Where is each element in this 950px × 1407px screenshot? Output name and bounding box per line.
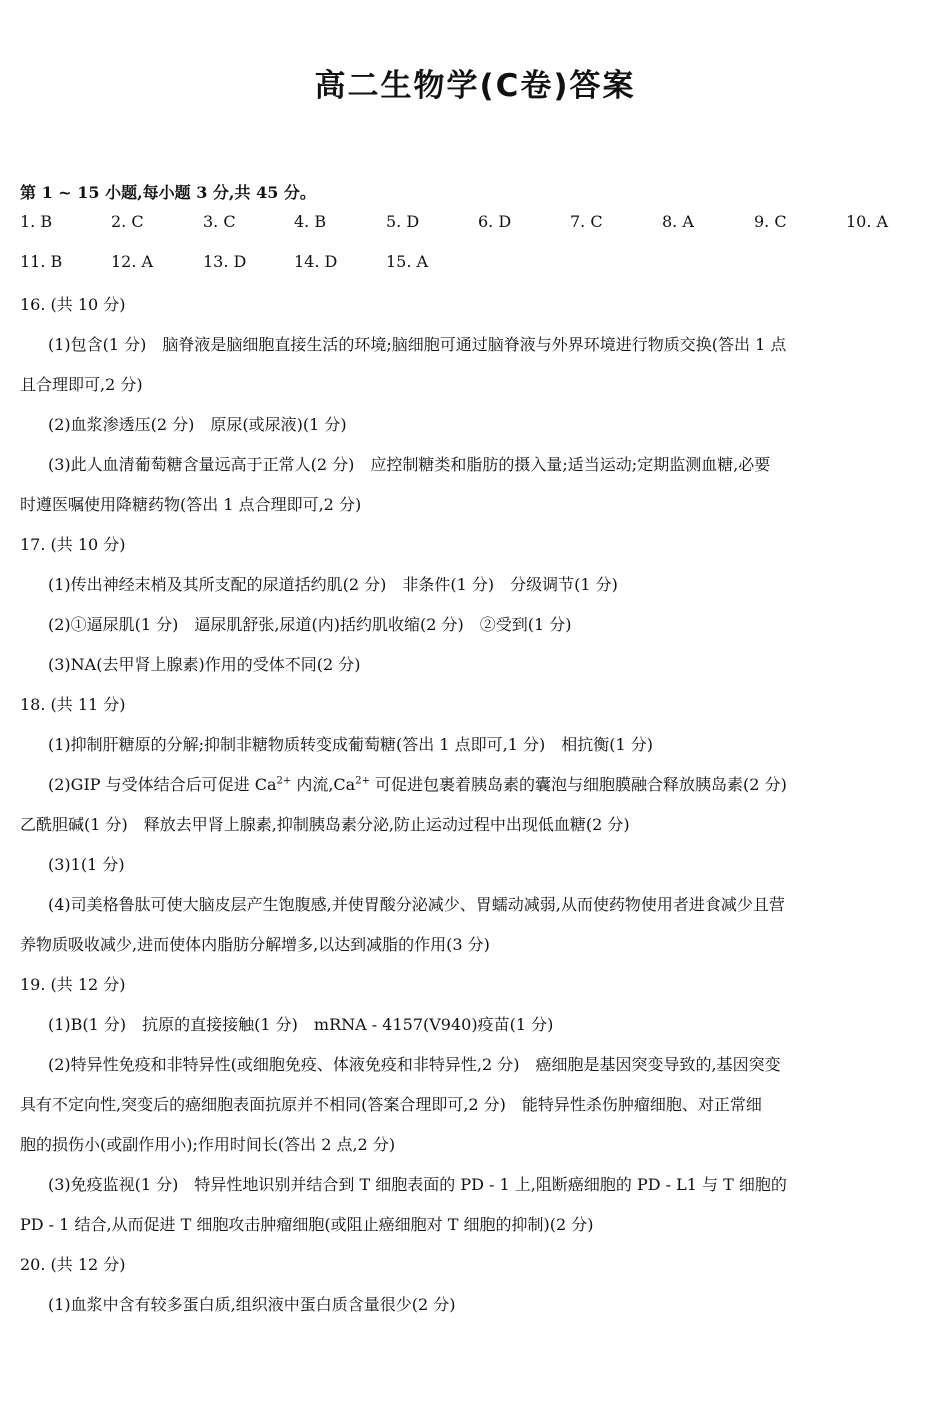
answer-line: 养物质吸收减少,进而使体内脂肪分解增多,以达到减脂的作用(3 分) (20, 935, 490, 954)
text-run: 可促进包裹着胰岛素的囊泡与细胞膜融合释放胰岛素(2 分) (369, 775, 787, 794)
answer-line: (1)B(1 分) 抗原的直接接触(1 分) mRNA - 4157(V940)疫苗(1 分) (48, 1015, 554, 1034)
answer-line: (4)司美格鲁肽可使大脑皮层产生饱腹感,并使胃酸分泌减少、胃蠕动减弱,从而使药物使用者进食减少且营 (48, 895, 785, 914)
answer-line: PD - 1 结合,从而促进 T 细胞攻击肿瘤细胞(或阻止癌细胞对 T 细胞的抑制)(2 分) (20, 1215, 594, 1234)
text-run: (2)GIP 与受体结合后可促进 Ca (48, 775, 277, 794)
question-18-header: 18. (共 11 分) (20, 695, 126, 714)
mc-answer: 12. A (111, 252, 154, 271)
mc-answer: 9. C (754, 212, 787, 231)
mc-answer: 3. C (203, 212, 236, 231)
superscript: 2+ (355, 775, 370, 787)
answer-line: (1)抑制肝糖原的分解;抑制非糖物质转变成葡萄糖(答出 1 点即可,1 分) 相抗衡(1 分) (48, 735, 653, 754)
answer-line: (3)此人血清葡萄糖含量远高于正常人(2 分) 应控制糖类和脂肪的摄入量;适当运动;定期监测血糖,必要 (48, 455, 771, 474)
answer-line: (2)特异性免疫和非特异性(或细胞免疫、体液免疫和非特异性,2 分) 癌细胞是基因突变导致的,基因突变 (48, 1055, 781, 1074)
mc-section-heading: 第 1 ~ 15 小题,每小题 3 分,共 45 分。 (20, 183, 316, 202)
answer-line: (3)1(1 分) (48, 855, 125, 874)
answer-line: 且合理即可,2 分) (20, 375, 143, 394)
mc-answer: 13. D (203, 252, 247, 271)
mc-answer: 6. D (478, 212, 512, 231)
question-20-header: 20. (共 12 分) (20, 1255, 126, 1274)
answer-line: (1)包含(1 分) 脑脊液是脑细胞直接生活的环境;脑细胞可通过脑脊液与外界环境进行物质交换(答出 1 点 (48, 335, 787, 354)
mc-answer: 8. A (662, 212, 694, 231)
answer-line: 时遵医嘱使用降糖药物(答出 1 点合理即可,2 分) (20, 495, 362, 514)
page-title: 高二生物学(C卷)答案 (314, 68, 636, 104)
mc-answer: 10. A (846, 212, 889, 231)
answer-line: (1)血浆中含有较多蛋白质,组织液中蛋白质含量很少(2 分) (48, 1295, 456, 1314)
answer-line: (3)NA(去甲肾上腺素)作用的受体不同(2 分) (48, 655, 361, 674)
mc-answer: 4. B (294, 212, 327, 231)
mc-answer: 7. C (570, 212, 603, 231)
answer-line: 胞的损伤小(或副作用小);作用时间长(答出 2 点,2 分) (20, 1135, 396, 1154)
mc-answer: 11. B (20, 252, 63, 271)
answer-line: (3)免疫监视(1 分) 特异性地识别并结合到 T 细胞表面的 PD - 1 上,阻断癌细胞的 PD - L1 与 T 细胞的 (48, 1175, 787, 1194)
answer-line: (1)传出神经末梢及其所支配的尿道括约肌(2 分) 非条件(1 分) 分级调节(1 分) (48, 575, 618, 594)
mc-answer: 5. D (386, 212, 420, 231)
mc-answer: 1. B (20, 212, 53, 231)
question-16-header: 16. (共 10 分) (20, 295, 126, 314)
mc-answer: 14. D (294, 252, 338, 271)
answer-line: 具有不定向性,突变后的癌细胞表面抗原并不相同(答案合理即可,2 分) 能特异性杀伤肿瘤细胞、对正常细 (20, 1095, 762, 1114)
question-19-header: 19. (共 12 分) (20, 975, 126, 994)
text-run: 内流,Ca (291, 775, 356, 794)
question-17-header: 17. (共 10 分) (20, 535, 126, 554)
superscript: 2+ (276, 775, 292, 787)
mc-answer: 15. A (386, 252, 429, 271)
answer-line (48, 772, 787, 795)
mc-answer: 2. C (111, 212, 144, 231)
answer-line: (2)①逼尿肌(1 分) 逼尿肌舒张,尿道(内)括约肌收缩(2 分) ②受到(1 分) (48, 615, 572, 634)
answer-line: 乙酰胆碱(1 分) 释放去甲肾上腺素,抑制胰岛素分泌,防止运动过程中出现低血糖(2 分) (20, 815, 630, 834)
answer-line: (2)血浆渗透压(2 分) 原尿(或尿液)(1 分) (48, 415, 347, 434)
